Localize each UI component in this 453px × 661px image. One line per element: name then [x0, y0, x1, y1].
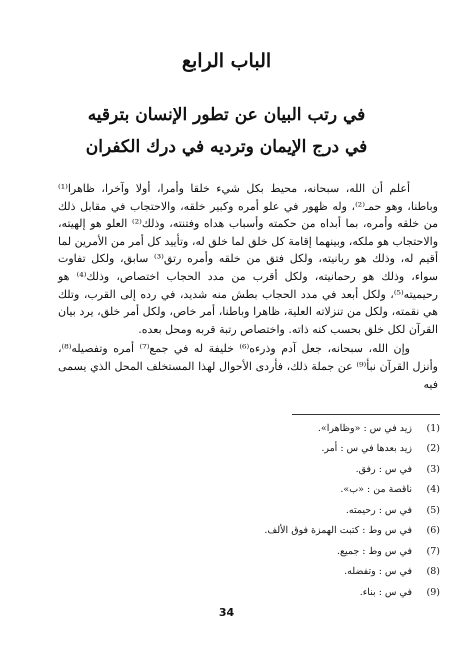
- footnote: [50, 418, 440, 439]
- chapter-title: الباب الرابع: [181, 50, 272, 72]
- footnote: [50, 562, 440, 583]
- footnote-number: (2): [426, 443, 440, 455]
- footnote-number: (3): [426, 463, 440, 475]
- footnote-number: (6): [426, 525, 440, 537]
- footnote-text: في س : بناء.: [359, 586, 412, 598]
- footnote-text: ناقصة من : «ب».: [340, 484, 412, 496]
- footnote-text: في س : وتفضله.: [344, 566, 412, 578]
- footnotes-list: [50, 418, 440, 603]
- paragraph: وإن الله، سبحانه، جعل آدم وذرءه⁽⁶⁾ خليفة له في جمع⁽⁷⁾ أمره وتفصيله⁽⁸⁾، وأنزل القرآن نبأ⁽⁹⁾ عن جملة ذلك، فأردى الأحوال لهذا المستخلف المحل الذي يسمى فيه: [58, 342, 438, 391]
- footnote: [50, 459, 440, 480]
- chapter-heading-line-1: في رتب البيان عن تطور الإنسان بترقيه: [87, 105, 366, 125]
- footnote: [50, 480, 440, 501]
- footnote-text: في س وط : كتبت الهمزة فوق الألف.: [264, 525, 412, 537]
- footnote-text: زيد في س : «وظاهرا».: [317, 422, 412, 434]
- footnote: [50, 541, 440, 562]
- footnote-separator: [292, 414, 440, 415]
- footnote-number: (9): [426, 586, 440, 598]
- body-text: [58, 180, 438, 393]
- footnote-text: في س وط : جميع.: [336, 545, 412, 557]
- footnote-number: (5): [426, 504, 440, 516]
- footnote-number: (7): [426, 545, 440, 557]
- footnote: [50, 521, 440, 542]
- footnote-text: في س : رحيمته.: [345, 504, 412, 516]
- footnote-text: في س : رفق.: [355, 463, 412, 475]
- footnote-number: (4): [426, 484, 440, 496]
- footnote: [50, 500, 440, 521]
- footnote-number: (1): [426, 422, 440, 434]
- footnote-number: (8): [426, 566, 440, 578]
- footnote-text: زيد بعدها في س : أمر.: [321, 443, 412, 455]
- paragraph: أعلم أن الله، سبحانه، محيط بكل شيء خلقا وأمرا، أولا وآخرا، ظاهرا⁽¹⁾ وباطنا، وهو حمـ⁽²⁾، وله ظهور في علو أمره وكبير خلقه، والاحتجاب في مقابل ذلك من خلقه وأمره، بما أبداه من حكمته وأسباب هداه وفتنته، وذلك⁽²⁾ العلو هو إلهيته، والاحتجاب هو ملكه، وبينهما إقامة كل خلق لما خلق له، وتأييد كل أمر من الأمرين لما أقيم له، وذلك هو ربانيته، ولكل فتق من خلقه وأمره رتق⁽³⁾ سابق، ولكل تفاوت سواء، وذلك هو رحمانيته، ولكل أقرب من مدد الحجاب اختصاص، وذلك⁽⁴⁾ هو رحيميته⁽⁵⁾، ولكل أبعد في مدد الحجاب بطش منه شديد، في رده إلى القرب، وتلك هي نقمته، ولكل من تنزلاته العلية، ظاهرا وباطنا، أمر خاص، ولكل أمر خلق، يرد بيان القرآن لكل خلق بحسب كنه ذاته. واختصاص رتبة قربه ومحل بعده.: [58, 182, 439, 336]
- chapter-heading-line-2: في درج الإيمان وترديه في درك الكفران: [85, 137, 368, 157]
- footnote: [50, 439, 440, 460]
- footnote: [50, 582, 440, 603]
- page-number: 34: [218, 606, 235, 619]
